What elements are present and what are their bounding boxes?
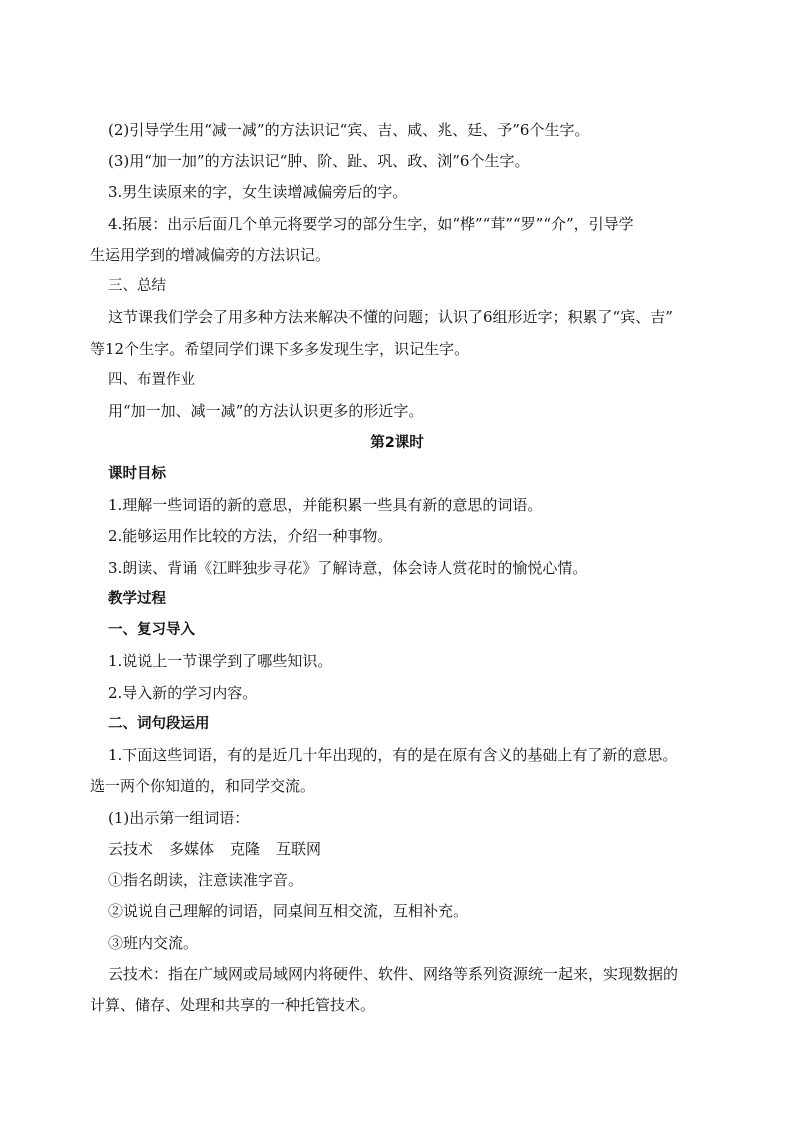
paragraph-line: (2)引导学生用“减一减”的方法识记“宾、吉、咸、兆、廷、予”6个生字。 [108, 121, 590, 139]
word-item: 互联网 [276, 840, 322, 858]
word-item: 多媒体 [169, 840, 215, 858]
paragraph-line: (3)用“加一加”的方法识记“肿、阶、趾、巩、政、浏”6个生字。 [108, 152, 530, 170]
section-heading-process: 教学过程 [108, 591, 166, 607]
paragraph-line: 1.说说上一节课学到了哪些知识。 [108, 652, 333, 670]
word-item: 云技术 [108, 840, 154, 858]
paragraph-line: 计算、储存、处理和共享的一种托管技术。 [90, 996, 376, 1014]
word-group [108, 837, 337, 861]
paragraph-line: 等12个生字。希望同学们课下多多发现生字，识记生字。 [90, 340, 470, 358]
paragraph-line: ②说说自己理解的词语，同桌间互相交流，互相补充。 [108, 902, 469, 920]
section-heading-objectives: 课时目标 [108, 466, 166, 482]
paragraph-line: 用“加一加、减一减”的方法认识更多的形近字。 [108, 402, 424, 420]
paragraph-line: 1.下面这些词语，有的是近几十年出现的，有的是在原有含义的基础上有了新的意思。 [108, 746, 678, 764]
paragraph-line: 云技术：指在广域网或局域网内将硬件、软件、网络等系列资源统一起来，实现数据的 [108, 965, 679, 983]
section-heading-usage: 二、词句段运用 [108, 716, 210, 732]
word-item: 克隆 [230, 840, 261, 858]
paragraph-line: 选一两个你知道的，和同学交流。 [90, 777, 316, 795]
paragraph-line: 3.男生读原来的字，女生读增减偏旁后的字。 [108, 183, 408, 201]
paragraph-line: 4.拓展：出示后面几个单元将要学习的部分生字，如“桦”“茸”“罗”“介”，引导学 [108, 215, 634, 233]
paragraph-line: 2.导入新的学习内容。 [108, 684, 258, 702]
paragraph-line: 这节课我们学会了用多种方法来解决不懂的问题；认识了6组形近字；积累了“宾、吉” [108, 308, 673, 326]
lesson-title: 第2课时 [370, 435, 424, 451]
paragraph-line: ③班内交流。 [108, 934, 199, 952]
section-heading-homework: 四、布置作业 [108, 372, 195, 388]
objective-item: 3.朗读、背诵《江畔独步寻花》了解诗意，体会诗人赏花时的愉悦心情。 [108, 559, 588, 577]
paragraph-line: ①指名朗读，注意读准字音。 [108, 871, 304, 889]
section-heading-summary: 三、总结 [108, 278, 166, 294]
paragraph-line: (1)出示第一组词语： [108, 809, 250, 827]
objective-item: 2.能够运用作比较的方法，介绍一种事物。 [108, 527, 393, 545]
section-heading-review: 一、复习导入 [108, 622, 195, 638]
paragraph-line: 生运用学到的增减偏旁的方法识记。 [90, 246, 331, 264]
objective-item: 1.理解一些词语的新的意思，并能积累一些具有新的意思的词语。 [108, 496, 543, 514]
